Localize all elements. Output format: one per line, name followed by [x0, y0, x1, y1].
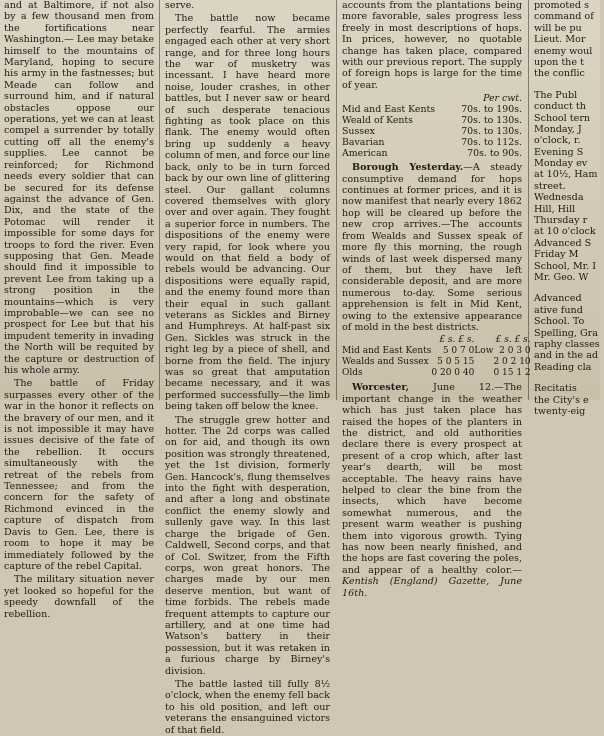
paragraph: The battle now became perfectly fearful. The armies engaged each other at very short range, and for three long hours the war of musketry was incessant. I have heard more noise, louder crashes, in other battles, but I never saw or heard of such desperate tenacious fighting as took place on this flank. The enemy would often bring up suddenly a heavy column of men, and force our line back, only to be in turn forced back by our own line of glittering steel. Our gallant columns covered themselves with glory over and over again. They fought a superior force in numbers. The dispositions of the enemy were very rapid, for look where you would on that field a body of rebels would be advancing. Our dispositions were equally rapid, and the enemy found more than their equal in such gallant veterans as Sickles and Birney and Humphreys. At half-past six Gen. Sickles was struck in the right leg by a piece of shell, and borne from the field. The injury was so great that amputation became necessary, and it was performed successfully—the limb being taken off below the knee.: [165, 13, 330, 413]
borough-text: —A steady consumptive demand for hops continues at former prices, and it is now manifest that nearly every 1862 hop will be cleared up before the new crop arrives.—The accounts from Wealds and Sussex speak of more fly this morning, the rough winds of last week dispersed many of them, but they have left considerable deposit, and are more numerous to-day. Some serious apprehension is felt in Mid Kent, owing to the extensive appearance of mold in the best districts.: [342, 162, 522, 333]
duty-value: 2 0 3 0: [499, 346, 531, 357]
notice-line: ative fund: [534, 304, 583, 316]
notice-line: Thursday r: [534, 215, 588, 227]
worcester-text: —The important change in the weather which has just taken place has raised the hopes of the planters in the district, and old authorities declare there is every prospect at present of a crop which, after last year's dearth, will be most acceptable. The heavy rains have helped to clear the bine from the insects, which have become somewhat numerous, and the present warm weather is pushing them into vigorous growth. Tying has now been nearly finished, and the hops are fast covering the poles, and appear of a healthy color.—: [342, 382, 522, 576]
notice-line: [534, 80, 604, 90]
paragraph: serve.: [165, 0, 195, 11]
hop-variety: American: [342, 148, 388, 160]
paragraph: The military situation never yet looked so hopeful for the speedy downfall of the rebellion.: [4, 574, 154, 620]
notice-line: the City's e: [534, 394, 589, 406]
duty-value: 5 0 5 15: [437, 357, 475, 368]
hop-price: 70s. to 112s.: [461, 137, 522, 149]
duty-table: [342, 335, 531, 379]
notice-line: Evening S: [534, 146, 584, 158]
notice-line: Friday M: [534, 249, 579, 261]
duty-name: Wealds and Sussex: [342, 357, 429, 368]
notice-line: Wednesda: [534, 192, 584, 204]
paragraph: and at Baltimore, if not also by a few thousand men from the fortifications near Washington.— Lee may betake himself to the mountains of Maryland, hoping to secure his army in the fastnesses; but Meade can follow and surround him, and if natural obstacles oppose our operations, yet we can at least compel a surrender by totally cutting off all the enemy's supplies. Lee cannot be reinforced; for Richmond needs every soldier that can be secured for its defense against the advance of Gen. Dix, and the state of the Potomac will render it impossible for some days for troops to ford the river. Even supposing that Gen. Meade should find it impossible to prevent Lee from taking up a strong position in the mountains—which is very improbable—we can see no prospect for Lee but that his impudent temerity in invading the North will be requited by the capture or destruction of his whole army.: [4, 0, 154, 376]
table-row: [342, 126, 522, 137]
paragraph: The battle lasted till fully 8½ o'clock, when the enemy fell back to his old position, and left our veterans the ensanguined victors of that field.: [165, 678, 330, 736]
hop-variety: Weald of Kents: [342, 115, 413, 127]
currency-header: £ s. £ s.: [495, 335, 531, 346]
duty-low: [474, 357, 493, 368]
worcester-heading: Worcester,: [352, 382, 410, 394]
notice-line: Reading cla: [534, 361, 592, 373]
hop-price: 70s. to 90s.: [467, 148, 522, 160]
notice-line: enemy woul: [534, 45, 593, 57]
notice-line: and in the ad: [534, 350, 599, 362]
currency-header: £ s. £ s.: [439, 335, 475, 346]
duty-name: Olds: [342, 368, 363, 379]
duty-value: 5 0 7 0: [442, 346, 475, 357]
notice-line: command of: [534, 11, 594, 23]
paragraph: [342, 162, 522, 333]
duty-value: 0 20 0 40: [431, 368, 475, 379]
notice-line: the conflic: [534, 68, 585, 80]
paragraph: The struggle grew hotter and hotter. The 2d corps was called on for aid, and though its own position was strongly threatened, yet the 1st division, formerly Gen. Hancock's, flung themselves into the fight with desperation, and after a long and obstinate conflict the enemy slowly and sullenly gave way. In this last charge the brigade of Gen. Caldwell, Second corps, and that of Col. Switzer, from the Fifth corps, won great honors. The charges made by our men deserve mention, but want of time forbids. The rebels made frequent attempts to capture our artillery, and at one time had Watson's battery in their possession, but it was retaken in a furious charge by Birney's division.: [165, 414, 330, 677]
notice-line: raphy classes: [534, 338, 600, 350]
price-table-header: Per cwt.: [483, 93, 522, 105]
column-rule: [336, 0, 337, 400]
notice-line: Monday, J: [534, 123, 582, 135]
column-rule: [159, 0, 160, 400]
notice-line: Lieut. Mor: [534, 34, 586, 46]
table-row: [342, 346, 531, 357]
notice-line: street.: [534, 180, 566, 192]
notice-line: Recitatis: [534, 383, 577, 395]
notice-line: conduct th: [534, 101, 586, 113]
duty-low: [474, 368, 493, 379]
table-row: [342, 137, 522, 148]
table-row: [342, 148, 522, 159]
column-school-notices: [534, 0, 604, 417]
notice-line: Advanced: [534, 293, 582, 305]
hop-variety: Bavarian: [342, 137, 385, 149]
table-row: [342, 368, 531, 379]
notice-line: [534, 373, 604, 383]
paragraph: accounts from the plantations being more favorable, sales progress less freely in most descriptions of hops. In prices, however, no quotable change has taken place, compared with our previous report. The supply of foreign hops is large for the time of year.: [342, 0, 522, 91]
notice-line: Hill, Hill: [534, 203, 576, 215]
notice-line: at 10½, Ham: [534, 169, 598, 181]
notice-line: School, Mr. I: [534, 260, 597, 272]
notice-line: at 10 o'clock: [534, 226, 596, 238]
notice-line: upon the t: [534, 56, 584, 68]
notice-line: School tern: [534, 112, 591, 124]
hop-price-table: [342, 93, 522, 159]
column-battle-report: [165, 0, 330, 736]
hop-price: 70s. to 130s.: [461, 126, 522, 138]
hop-variety: Mid and East Kents: [342, 104, 436, 116]
hop-price: 70s. to 190s.: [461, 104, 522, 116]
notice-line: Spelling, Gra: [534, 327, 598, 339]
duty-value: 2 0 2 10: [493, 357, 531, 368]
hop-variety: Sussex: [342, 126, 375, 138]
notice-line: Mr. Geo. W: [534, 271, 589, 283]
duty-low: Low: [474, 346, 494, 357]
notice-line: o'clock, r.: [534, 135, 581, 147]
hop-price: 70s. to 130s.: [461, 115, 522, 127]
notice-line: The Publ: [534, 89, 578, 101]
borough-heading: Borough Yesterday.: [352, 162, 464, 174]
paragraph: The battle of Friday surpasses every other of the war in the honor it reflects on the bravery of our men, and it is not impossible it may have issues decisive of the fate of the rebellion. It occurs simultaneously with the retreat of the rebels from Tennessee; and from the concern for the safety of Richmond evinced in the capture of dispatch from Davis to Gen. Lee, there is room to hope it may be immediately followed by the capture of the rebel Capital.: [4, 378, 154, 572]
table-row: [342, 115, 522, 126]
duty-name: Mid and East Kents: [342, 346, 432, 357]
worcester-source: Kentish (England) Gazette, June 16th.: [342, 576, 522, 599]
duty-value: 0 15 1 2: [493, 368, 531, 379]
notice-line: [534, 283, 604, 293]
worcester-date: June 12.: [433, 382, 495, 394]
table-row: [342, 104, 522, 115]
table-row: [342, 357, 531, 368]
column-battle-commentary: [4, 0, 154, 620]
paragraph: [342, 382, 522, 599]
notice-line: School. To: [534, 316, 585, 328]
notice-line: Advanced S: [534, 237, 592, 249]
notice-line: twenty-eig: [534, 405, 586, 417]
notice-line: promoted s: [534, 0, 590, 11]
notice-line: Monday ev: [534, 158, 588, 170]
column-hop-market: [342, 0, 531, 599]
notice-line: will be pu: [534, 22, 582, 34]
